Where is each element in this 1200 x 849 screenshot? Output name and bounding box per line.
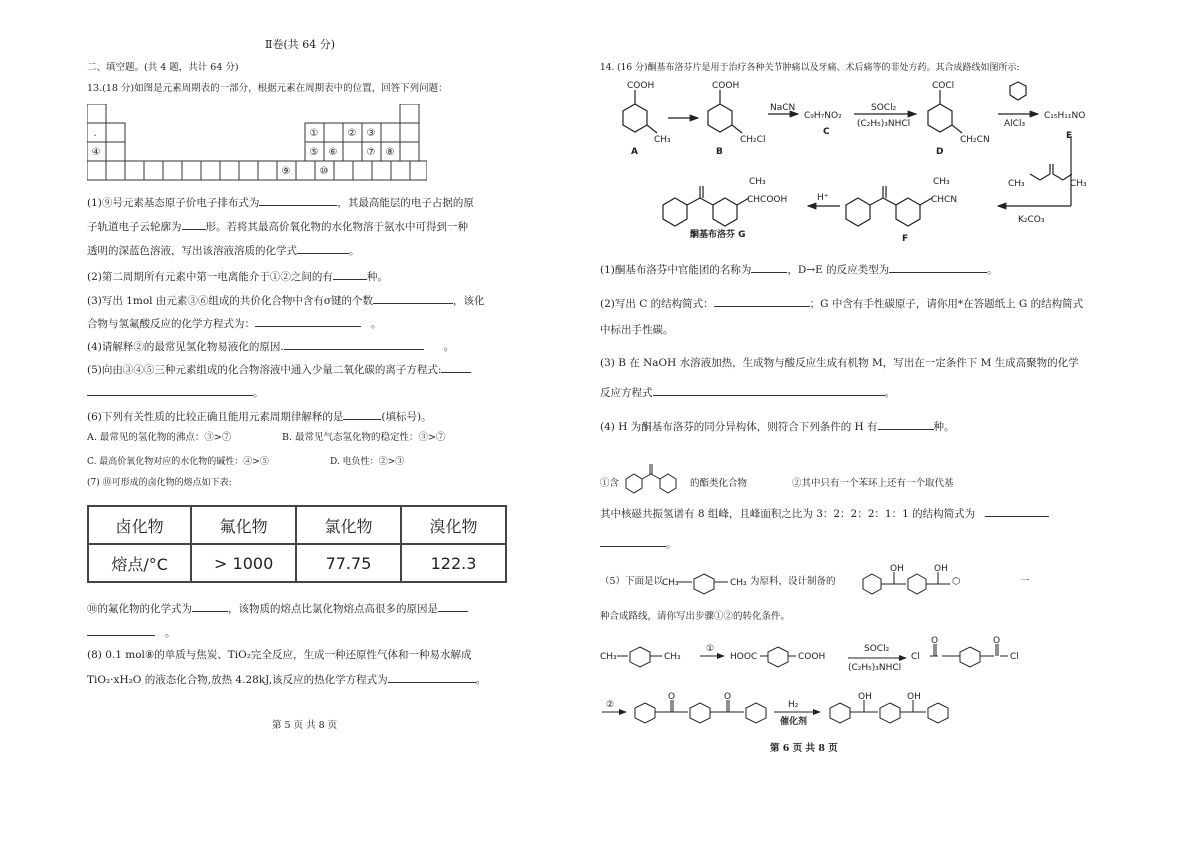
- table-header-cell: 氯化物: [296, 506, 401, 544]
- answer-blank[interactable]: [751, 262, 787, 273]
- label-cooh: COOH: [627, 81, 655, 91]
- q14-intro: 14. (16 分)酮基布洛芬片是用于治疗各种关节肿痛以及牙痛、术后痛等的非处方药。其合成路线如图所示:: [600, 63, 1020, 73]
- q1-text-c: 子轨道电子云轮廓为: [87, 221, 182, 233]
- p5-text-b: 为原料，设计制备的: [750, 576, 836, 587]
- p3-text-b: 反应方程式: [600, 387, 653, 399]
- formula-c9: C₉H₇NO₂: [804, 111, 842, 121]
- q13-part1-line3: [87, 243, 360, 258]
- reagent-socl2: SOCl₂: [871, 103, 897, 113]
- label-ch3: CH₃: [600, 652, 617, 662]
- benzene-ring-f2: [846, 198, 870, 226]
- q1-text-f: 。: [349, 245, 360, 257]
- section-heading: 二、填空题。(共 4 题，共计 64 分): [87, 62, 239, 73]
- q13-part5-line2: [87, 385, 264, 400]
- p4-nmr-line: [600, 506, 1049, 521]
- label-cl: Cl: [911, 652, 920, 662]
- p1-text-c: 。: [987, 264, 998, 276]
- page-number: 第 6 页 共 8 页: [770, 743, 838, 754]
- melting-point-table: [87, 505, 507, 583]
- reagent-nhcl: (C₂H₅)₃NHCl: [857, 119, 911, 129]
- label-ch3: CH₃: [664, 652, 681, 662]
- p5-benzene-tail: ⬡: [952, 576, 961, 587]
- p4-end-text: 。: [666, 538, 677, 550]
- ptable-mark: ⑩: [319, 166, 329, 177]
- answer-blank[interactable]: [343, 409, 381, 420]
- label-o: O: [993, 636, 1001, 646]
- q13-part5-line1: [87, 362, 471, 377]
- q1-text-e: 透明的深蓝色溶液，写出该溶液溶质的化学式: [87, 245, 297, 257]
- ptable-mark: ⑤: [309, 147, 319, 158]
- q6-option-b: B. 最常见气态氢化物的稳定性：③>⑦: [282, 432, 446, 443]
- ptable-mark: ①: [309, 128, 319, 139]
- answer-blank[interactable]: [653, 385, 885, 396]
- compound-label-e: E: [1066, 131, 1073, 141]
- q13-part1-line2: [87, 219, 468, 234]
- label-ch3: CH₃: [933, 177, 950, 187]
- p4-condition-2: ②其中只有一个苯环上还有一个取代基: [792, 478, 954, 489]
- table-header-cell: 溴化物: [401, 506, 506, 544]
- compound-label-a: A: [631, 147, 638, 157]
- label-cocl: COCl: [932, 81, 955, 91]
- q6-text-a: (6)下列有关性质的比较正确且能用元素周期律解释的是: [87, 411, 344, 423]
- formula-c15: C₁₅H₁₁NO: [1044, 111, 1086, 121]
- reagent-alcl3: AlCl₃: [1004, 119, 1026, 129]
- p4-text-a: (4) H 为酮基布洛芬的同分异构体，则符合下列条件的 H 有: [600, 421, 878, 433]
- p1-text-a: (1)酮基布洛芬中官能团的名称为: [600, 264, 752, 276]
- p2-text-a: (2)写出 C 的结构简式：: [600, 298, 714, 310]
- label-oh: OH: [890, 564, 904, 574]
- answer-blank[interactable]: [441, 362, 471, 373]
- p4-condition-1a: ①含: [600, 478, 620, 489]
- p5-text-d: 种合成路线，请你写出步骤①②的转化条件。: [600, 611, 791, 622]
- q14-part3-line2: [600, 385, 895, 400]
- label-ch3: CH₃: [1008, 179, 1025, 189]
- ptable-mark: ⑥: [328, 147, 338, 158]
- ptable-mark: ③: [366, 128, 376, 139]
- q8-text-c: 。: [475, 674, 487, 686]
- q2-text-a: (2)第二周期所有元素中第一电离能介于①②之间的有: [87, 271, 333, 283]
- answer-blank[interactable]: [600, 536, 666, 547]
- reagent-hplus: H⁺: [817, 193, 829, 203]
- table-header-cell: 卤化物: [88, 506, 191, 544]
- q1-text-d: 形。若将其最高价氧化物的水化物溶于氨水中可得到一种: [205, 221, 468, 233]
- p2-text-b: ；G 中含有手性碳原子，请你用*在答题纸上 G 的结构简式: [809, 298, 1084, 310]
- q14-part2-line1: [600, 296, 1083, 311]
- answer-blank[interactable]: [259, 195, 337, 206]
- table-cell: > 1000: [191, 544, 296, 582]
- q13-part8-line1: (8) 0.1 mol⑧的单质与焦炭、TiO₂完全反应，生成一种还原性气体和一种易水解成: [87, 649, 472, 661]
- q13-part7-line1: [87, 601, 468, 616]
- answer-blank[interactable]: [87, 385, 253, 396]
- p1-text-b: ，D→E 的反应类型为: [787, 264, 890, 276]
- label-cooh: COOH: [712, 81, 740, 91]
- q7-text-c: 。: [165, 627, 176, 639]
- q6-option-a: A. 最常见的氢化物的沸点：③>⑦: [87, 432, 232, 443]
- label-ch3: CH₃: [749, 177, 766, 187]
- p3-text-c: 。: [884, 387, 895, 399]
- page-number: 第 5 页 共 8 页: [272, 720, 338, 731]
- synthesis-route-line-1: [600, 634, 1200, 680]
- label-chcooh: CHCOOH: [747, 195, 788, 205]
- label-ch2cl: CH₂Cl: [740, 135, 766, 145]
- answer-blank[interactable]: [985, 506, 1049, 517]
- answer-blank[interactable]: [714, 296, 810, 307]
- ptable-mark: ⑦: [366, 147, 376, 158]
- table-row: [88, 544, 506, 582]
- benzene-ring-d: [928, 104, 952, 132]
- q2-text-b: 种。: [366, 271, 388, 283]
- q4-text-b: 。: [443, 341, 455, 353]
- label-ch3: CH₃: [1070, 179, 1087, 189]
- label-o: O: [724, 692, 732, 702]
- label-o: O: [668, 692, 676, 702]
- benzene-reagent: [1010, 82, 1026, 100]
- q7-text-b: ，该物质的熔点比氯化物熔点高很多的原因是: [228, 603, 438, 615]
- answer-blank[interactable]: [87, 625, 155, 636]
- ptable-mark: ⑨: [281, 166, 291, 177]
- compound-label-g: 酮基布洛芬 G: [690, 230, 746, 240]
- table-cell: 熔点/°C: [88, 544, 191, 582]
- answer-blank[interactable]: [438, 601, 468, 612]
- answer-blank[interactable]: [889, 262, 987, 273]
- answer-blank[interactable]: [333, 269, 367, 280]
- q7-text-a: ⑩的氟化物的化学式为: [87, 603, 192, 615]
- label-chcn: CHCN: [931, 195, 958, 205]
- q6-text-b: (填标号)。: [381, 411, 432, 423]
- svg-text:.: .: [93, 128, 97, 139]
- answer-blank[interactable]: [878, 419, 934, 430]
- answer-blank[interactable]: [182, 219, 206, 230]
- reagent-k2co3: K₂CO₃: [1018, 215, 1045, 225]
- q1-text-b: ，其最高能层的电子占据的原: [337, 197, 474, 209]
- reagent-catalyst: 催化剂: [780, 717, 808, 727]
- right-page: [600, 0, 1200, 849]
- label-ch3: CH₃: [662, 578, 679, 588]
- q14-part4: [600, 419, 955, 434]
- compound-label-c: C: [823, 127, 830, 137]
- compound-label-f: F: [902, 234, 909, 244]
- benzophenone-figure: [620, 458, 686, 498]
- paper-part-header: Ⅱ卷(共 64 分): [265, 38, 336, 51]
- p4-nmr-line2: [600, 536, 677, 551]
- q14-part3-line1: (3) B 在 NaOH 水溶液加热，生成物与酸反应生成有机物 M，写出在一定条件下 M 生成高聚物的化学: [600, 357, 1079, 369]
- benzene-ring-f1: [896, 198, 920, 226]
- compound-label-d: D: [936, 147, 944, 157]
- q13-part2: [87, 269, 388, 284]
- synthesis-route-line-2: [600, 690, 1200, 736]
- label-oh: OH: [907, 692, 921, 702]
- q13-part6: [87, 409, 432, 424]
- p4-condition-1b: 的酯类化合物: [690, 478, 748, 489]
- ptable-mark: ⑧: [385, 147, 395, 158]
- q3-text-a: (3)写出 1mol 由元素③⑥组成的共价化合物中含有σ键的个数: [87, 295, 374, 307]
- compound-label-b: B: [716, 147, 723, 157]
- q4-text-a: (4)请解释②的最常见氢化物易液化的原因.: [87, 341, 284, 353]
- synthesis-scheme: [600, 76, 1200, 246]
- q13-intro: 13.(18 分)如图是元素周期表的一部分，根据元素在周期表中的位置，回答下列问题：: [87, 83, 448, 94]
- q6-option-c: C. 最高价氧化物对应的水化物的碱性：④>⑤: [87, 457, 269, 467]
- label-oh: OH: [858, 692, 872, 702]
- q13-part8-line2: [87, 672, 486, 687]
- ptable-mark: ②: [347, 128, 357, 139]
- ptable-mark: ④: [91, 147, 101, 158]
- q5-text-b: 。: [253, 387, 264, 399]
- benzene-ring-g1: [713, 198, 737, 226]
- q8-text-b: TiO₂·xH₂O 的液态化合物,放热 4.28kJ,该反应的热化学方程式为: [87, 674, 388, 686]
- periodic-table-figure: [87, 104, 427, 186]
- label-cl: Cl: [1010, 652, 1019, 662]
- q13-part7-line2: [87, 625, 176, 640]
- label-cooh: COOH: [798, 652, 826, 662]
- answer-blank[interactable]: [373, 293, 453, 304]
- label-hooc: HOOC: [730, 652, 758, 662]
- q14-part2-line2: 中标出手性碳。: [600, 324, 674, 336]
- step-1-marker: ①: [706, 644, 715, 654]
- table-cell: 122.3: [401, 544, 506, 582]
- q13-part4: [87, 339, 454, 354]
- answer-blank[interactable]: [192, 601, 228, 612]
- benzene-ring-a: [623, 104, 647, 132]
- step-2-marker: ②: [606, 700, 615, 710]
- label-oh: OH: [934, 564, 948, 574]
- answer-blank[interactable]: [388, 672, 476, 683]
- reagent-h2: H₂: [788, 700, 799, 710]
- label-ch3: CH₃: [730, 578, 747, 588]
- benzene-ring-g2: [663, 198, 687, 226]
- p5-text-a: （5）下面是以: [600, 576, 664, 587]
- answer-blank[interactable]: [255, 316, 361, 327]
- reagent-nhcl: (C₂H₅)₃NHCl: [848, 663, 902, 673]
- label-ch2cn: CH₂CN: [960, 135, 990, 145]
- reagent-nacn: NaCN: [770, 103, 796, 113]
- table-row: [88, 506, 506, 544]
- table-header-cell: 氟化物: [191, 506, 296, 544]
- q14-part1: [600, 262, 998, 277]
- label-o: O: [931, 636, 939, 646]
- benzene-ring-b: [708, 104, 732, 132]
- label-ch3: CH₃: [654, 135, 671, 145]
- reagent-socl2: SOCl₂: [864, 644, 890, 654]
- q3-text-b: ，该化: [453, 295, 485, 307]
- answer-blank[interactable]: [297, 243, 349, 254]
- q3-text-c: 合物与氢氟酸反应的化学方程式为：: [87, 318, 255, 330]
- answer-blank[interactable]: [284, 339, 424, 350]
- q13-part7-intro: (7) ⑩可形成的卤化物的熔点如下表:: [87, 478, 232, 488]
- p4-nmr-text: 其中核磁共振氢谱有 8 组峰，且峰面积之比为 3：2：2：2：1：1 的结构简式为: [600, 508, 976, 520]
- q13-part3-line1: [87, 293, 485, 308]
- q3-text-d: 。: [371, 318, 382, 330]
- q13-part1-line1: [87, 195, 474, 210]
- q5-text-a: (5)向由③④⑤三种元素组成的化合物溶液中通入少量二氧化碳的离子方程式:: [87, 364, 442, 376]
- q1-text-a: (1)⑨号元素基态原子价电子排布式为: [87, 197, 260, 209]
- p5-text-c: 一: [1020, 576, 1030, 587]
- p4-text-b: 种。: [933, 421, 955, 433]
- table-cell: 77.75: [296, 544, 401, 582]
- q6-option-d: D. 电负性：②>③: [330, 457, 405, 467]
- q13-part3-line2: [87, 316, 382, 331]
